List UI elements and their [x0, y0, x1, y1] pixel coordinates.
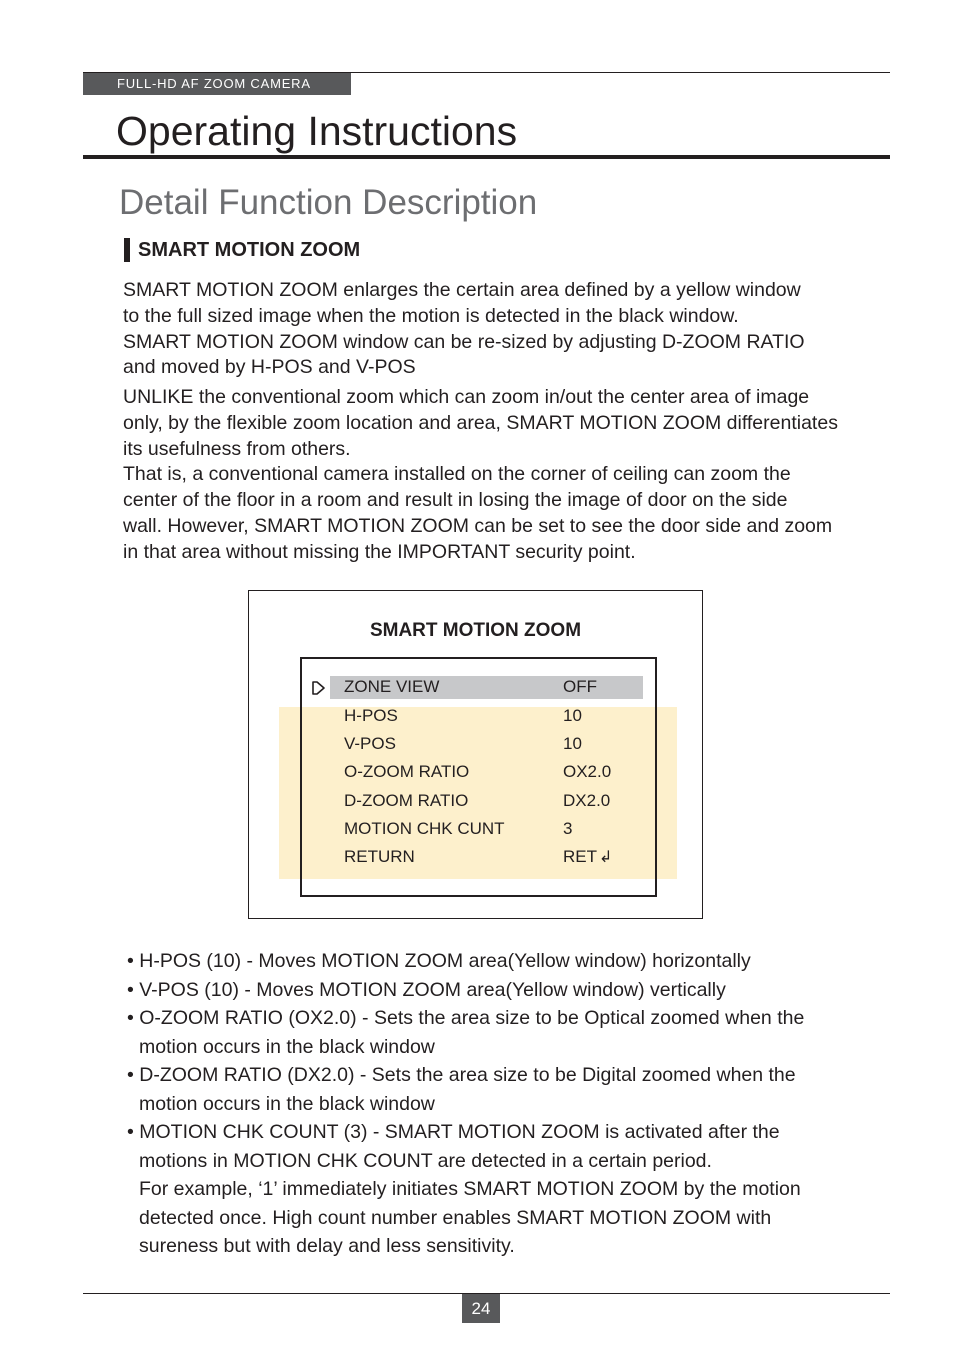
subsection-marker — [124, 238, 130, 262]
bullet-line: detected once. High count number enables SMART MOTION ZOOM with — [139, 1206, 772, 1229]
bullet-line: For example, ‘1’ immediately initiates SMART MOTION ZOOM by the motion — [139, 1178, 801, 1200]
menu-item-o-zoom-ratio: O-ZOOM RATIO — [344, 762, 470, 781]
menu-item-motion-chk-count: MOTION CHK CUNT — [344, 819, 505, 838]
page-title: Operating Instructions — [116, 108, 518, 154]
menu-value-zone-view: OFF — [563, 677, 597, 696]
paragraph-line: in that area without missing the IMPORTANT security point. — [123, 540, 636, 563]
menu-item-return: RETURN — [344, 847, 415, 866]
bullet-v-pos — [127, 976, 887, 1005]
menu-value-d-zoom-ratio: DX2.0 — [563, 791, 611, 810]
bullet-line: • V-POS (10) - Moves MOTION ZOOM area(Yellow window) vertically — [127, 979, 726, 1001]
paragraph-line: That is, a conventional camera installed on the corner of ceiling can zoom the — [123, 463, 791, 486]
paragraph-line: wall. However, SMART MOTION ZOOM can be set to see the door side and zoom — [123, 514, 833, 537]
bullet-line: • O-ZOOM RATIO (OX2.0) - Sets the area size to be Optical zoomed when the — [127, 1007, 805, 1029]
intro-paragraph — [123, 278, 883, 381]
menu-value-motion-chk-count: 3 — [563, 819, 573, 838]
bullet-h-pos — [127, 947, 887, 976]
paragraph-line: its usefulness from others. — [123, 437, 351, 460]
bullet-motion-chk-count — [127, 1118, 887, 1261]
bullet-d-zoom-ratio — [127, 1061, 887, 1118]
osd-menu-title: SMART MOTION ZOOM — [369, 620, 582, 641]
bullet-line: • D-ZOOM RATIO (DX2.0) - Sets the area size to be Digital zoomed when the — [127, 1064, 796, 1086]
page-number: 24 — [462, 1294, 500, 1323]
return-arrow-icon: ↲ — [599, 849, 613, 866]
menu-item-d-zoom-ratio: D-ZOOM RATIO — [344, 791, 469, 810]
subsection-title: SMART MOTION ZOOM — [138, 239, 361, 261]
return-value-text: RET — [563, 847, 597, 866]
menu-value-o-zoom-ratio: OX2.0 — [563, 762, 612, 781]
paragraph-line: UNLIKE the conventional zoom which can zoom in/out the center area of image — [123, 386, 810, 408]
paragraph-line: and moved by H-POS and V-POS — [123, 356, 416, 379]
menu-value-return — [563, 846, 612, 869]
paragraph-line: SMART MOTION ZOOM enlarges the certain area defined by a yellow window — [123, 279, 801, 301]
comparison-paragraph — [123, 385, 883, 566]
paragraph-line: only, by the flexible zoom location and area, SMART MOTION ZOOM differentiates — [123, 411, 838, 434]
paragraph-line: SMART MOTION ZOOM window can be re-sized by adjusting D-ZOOM RATIO — [123, 330, 805, 353]
product-tab: FULL-HD AF ZOOM CAMERA — [83, 73, 351, 95]
bullet-o-zoom-ratio — [127, 1004, 887, 1061]
bullet-line: motion occurs in the black window — [139, 1092, 435, 1115]
bullet-line: • MOTION CHK COUNT (3) - SMART MOTION ZOOM is activated after the — [127, 1121, 780, 1143]
paragraph-line: to the full sized image when the motion is detected in the black window. — [123, 304, 739, 327]
menu-item-h-pos: H-POS — [344, 706, 398, 725]
title-rule — [83, 155, 890, 159]
menu-cursor-icon — [311, 678, 327, 698]
bullet-line: sureness but with delay and less sensitivity. — [139, 1235, 515, 1257]
bullet-line: motion occurs in the black window — [139, 1035, 435, 1058]
bullet-line: • H-POS (10) - Moves MOTION ZOOM area(Yellow window) horizontally — [127, 950, 751, 972]
bullet-line: motions in MOTION CHK COUNT are detected in a certain period. — [139, 1149, 712, 1172]
menu-item-zone-view: ZONE VIEW — [344, 677, 440, 696]
menu-value-h-pos: 10 — [563, 706, 582, 725]
menu-item-v-pos: V-POS — [344, 734, 396, 753]
section-title: Detail Function Description — [119, 183, 538, 222]
paragraph-line: center of the floor in a room and result in losing the image of door on the side — [123, 489, 788, 512]
menu-value-v-pos: 10 — [563, 734, 582, 753]
